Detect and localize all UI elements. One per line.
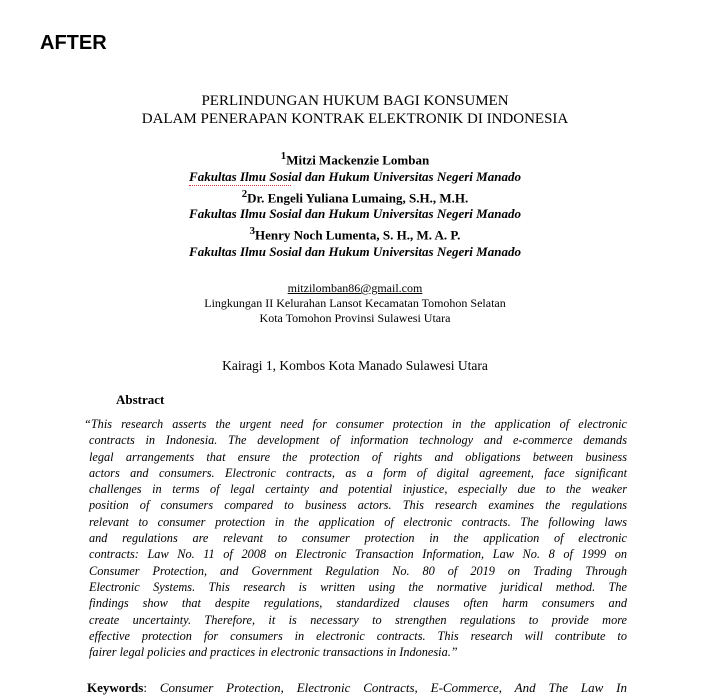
author-name: $^2$Dr. Engeli Yuliana Lumaing, S.H., M.H.	[241, 187, 469, 205]
email-link[interactable]: mitzilomban86@gmail.com	[287, 281, 423, 295]
abstract-line: findings show that despite regulations, standardized clauses often harm consumers and	[89, 596, 627, 611]
abstract-line: and regulations are relevant to consumer protection in the application of electronic	[89, 531, 627, 546]
abstract-line: legal arrangements that ensure the protection of rights and obligations between business	[89, 449, 627, 464]
address-line: Lingkungan II Kelurahan Lansot Kecamatan Tomohon Selatan	[204, 296, 506, 310]
abstract-line: Electronic Systems. This research is written using the normative juridical method. The	[89, 579, 627, 594]
title-line: DALAM PENERAPAN KONTRAK ELEKTRONIK DI INDONESIA	[141, 111, 569, 127]
abstract-line: position of consumers compared to business actors. This research examines the regulations	[89, 498, 627, 513]
authors-block	[0, 148, 710, 261]
abstract-line: effective protection for consumers in electronic contracts. This research will contribute to	[89, 628, 627, 643]
address-2: Kairagi 1, Kombos Kota Manado Sulawesi Utara	[222, 358, 488, 373]
author-name: $^3$Henry Noch Lumenta, S. H., M. A. P.	[249, 225, 461, 243]
abstract-line: fairer legal policies and practices in electronic transactions in Indonesia.”	[89, 645, 458, 660]
abstract-line: relevant to consumer protection in the application of electronic contracts. The following laws	[89, 514, 627, 529]
author-affiliation: Fakultas Ilmu Sosial dan Hukum Universitas Negeri Manado	[189, 168, 521, 184]
abstract-line: challenges in terms of legal certainty and potential injustice, especially due to the weaker	[89, 482, 627, 497]
abstract-line: Consumer Protection, and Government Regulation No. 80 of 2019 on Trading Through	[89, 563, 627, 578]
author-affiliation-row	[0, 169, 710, 186]
after-label: AFTER	[40, 32, 107, 54]
title-line: PERLINDUNGAN HUKUM BAGI KONSUMEN	[201, 93, 509, 109]
keywords: Keywords: Consumer Protection, Electronic Contracts, E-Commerce, And The Law In	[87, 680, 627, 695]
spellcheck-underline	[189, 182, 291, 186]
author-name: $^1$Mitzi Mackenzie Lomban	[280, 150, 430, 168]
author-affiliation: Fakultas Ilmu Sosial dan Hukum Universitas Negeri Manado	[189, 243, 521, 259]
contact-block	[0, 281, 710, 326]
paper-title	[0, 92, 710, 128]
abstract-line: create uncertainty. Therefore, it is necessary to strengthen regulations to provide more	[89, 612, 627, 627]
author-affiliation: Fakultas Ilmu Sosial dan Hukum Universitas Negeri Manado	[189, 206, 521, 222]
author-affiliation-wrap	[189, 169, 521, 186]
abstract-line: contracts in Indonesia. The development of information technology and e-commerce demands	[89, 433, 627, 448]
abstract-heading: Abstract	[116, 392, 165, 407]
address-line: Kota Tomohon Provinsi Sulawesi Utara	[259, 311, 451, 325]
abstract-body	[84, 416, 627, 660]
abstract-line: “This research asserts the urgent need for consumer protection in the application of electronic	[84, 417, 627, 431]
abstract-line: actors and consumers. Electronic contracts, as a form of digital agreement, face significant	[89, 465, 627, 480]
abstract-line: contracts: Law No. 11 of 2008 on Electronic Transaction Information, Law No. 8 of 1999 on	[89, 547, 627, 562]
